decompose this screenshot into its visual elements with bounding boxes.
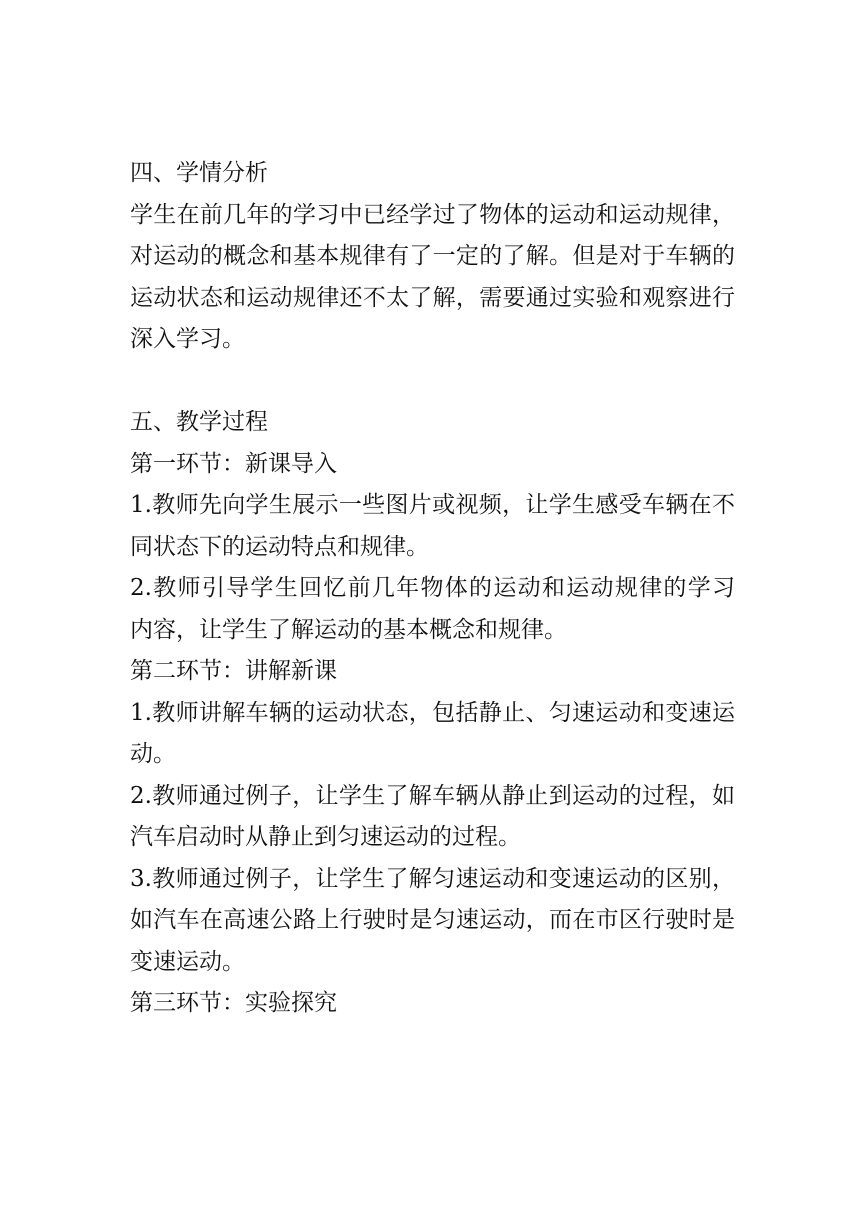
step-title-3: 第三环节：实验探究 (130, 990, 337, 1016)
section-heading-analysis: 四、学情分析 (130, 160, 268, 186)
step1-item2-line: 内容，让学生了解运动的基本概念和规律。 (130, 616, 567, 643)
section-heading-process: 五、教学过程 (130, 409, 268, 435)
analysis-line: 对运动的概念和基本规律有了一定的了解。但是对于车辆的 (130, 243, 735, 269)
analysis-line: 运动状态和运动规律还不太了解，需要通过实验和观察进行 (130, 284, 735, 311)
step1-item1-line: 同状态下的运动特点和规律。 (130, 533, 429, 560)
step-title-1: 第一环节：新课导入 (130, 450, 337, 477)
document-body (130, 153, 735, 1025)
step2-item3-line: 3.教师通过例子，让学生了解匀速运动和变速运动的区别， (130, 865, 735, 892)
step1-item1-line: 1.教师先向学生展示一些图片或视频，让学生感受车辆在不 (130, 492, 735, 518)
step2-item1-line: 1.教师讲解车辆的运动状态，包括静止、匀速运动和变速运 (130, 699, 735, 726)
analysis-line: 深入学习。 (130, 326, 245, 352)
step-title-2: 第二环节：讲解新课 (130, 658, 337, 684)
step2-item3-line: 变速运动。 (130, 948, 245, 975)
analysis-line: 学生在前几年的学习中已经学过了物体的运动和运动规律， (130, 201, 735, 228)
step1-item2-line: 2.教师引导学生回忆前几年物体的运动和运动规律的学习 (130, 575, 735, 601)
step2-item3-line: 如汽车在高速公路上行驶时是匀速运动，而在市区行驶时是 (130, 907, 735, 933)
step2-item1-line: 动。 (130, 741, 176, 767)
step2-item2-line: 汽车启动时从静止到匀速运动的过程。 (130, 824, 521, 850)
paragraph-spacer (130, 361, 735, 403)
step2-item2-line: 2.教师通过例子，让学生了解车辆从静止到运动的过程，如 (130, 782, 735, 809)
